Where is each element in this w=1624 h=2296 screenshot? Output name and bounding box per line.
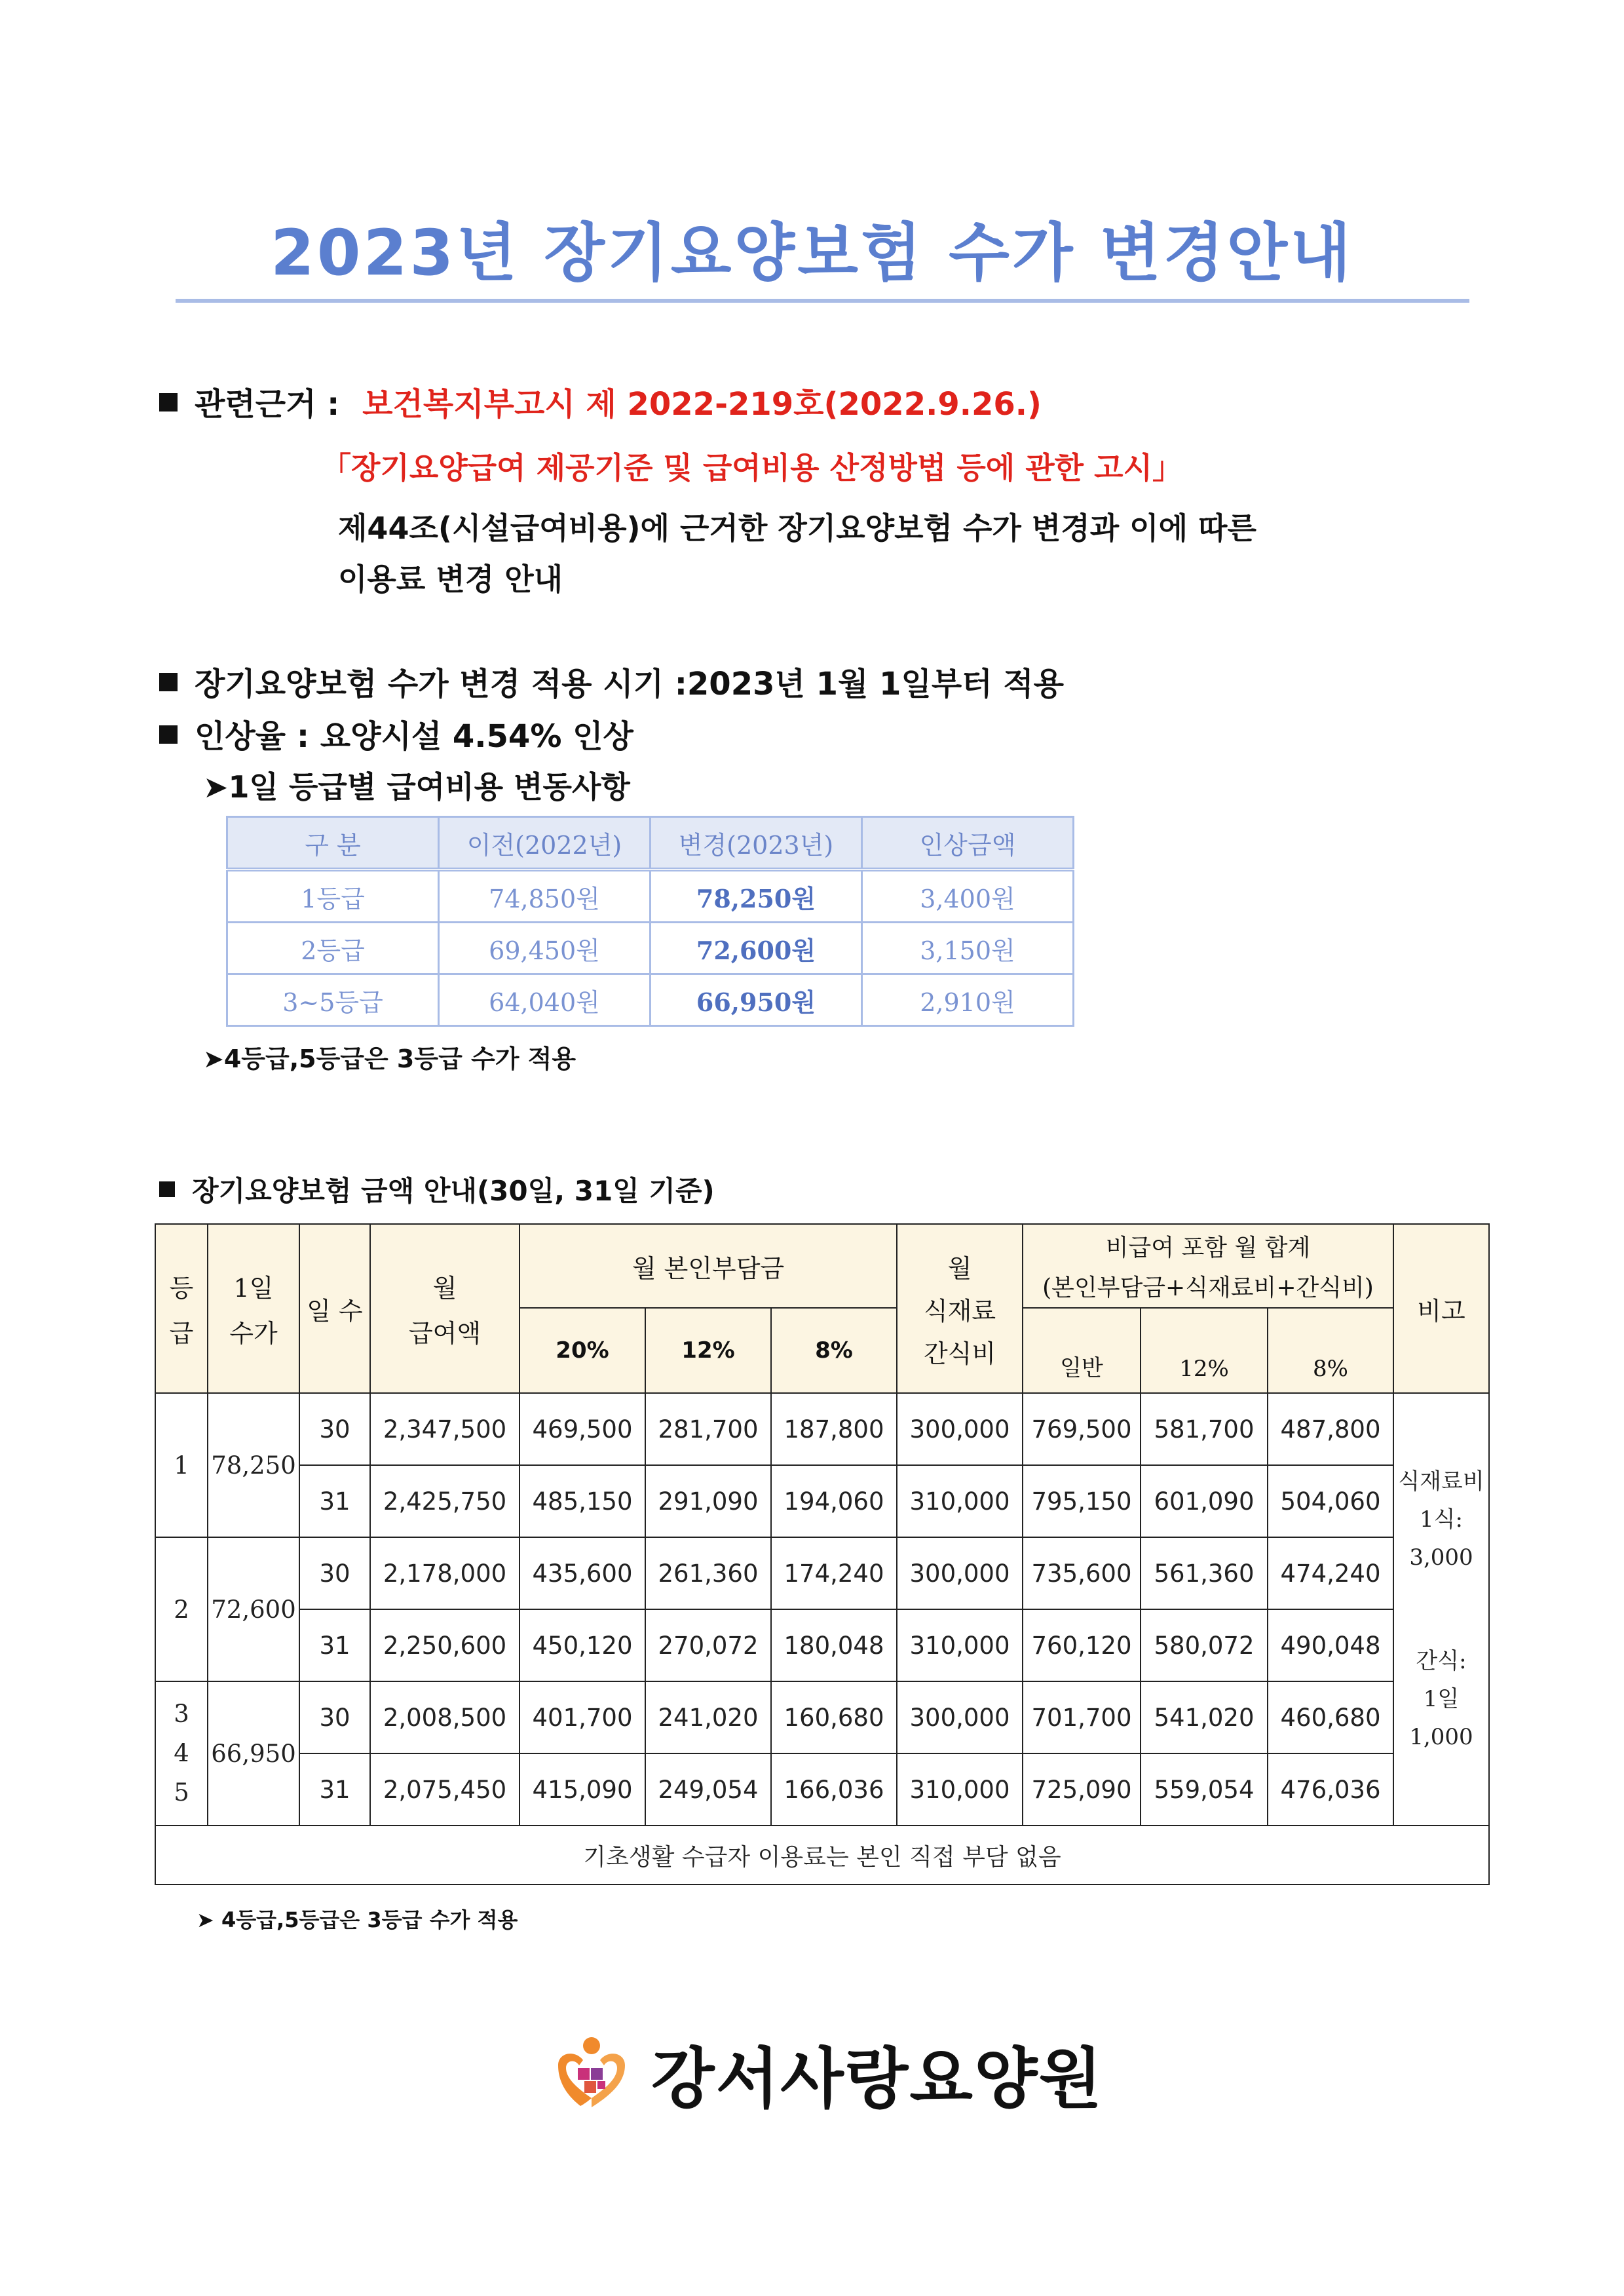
amount-heading: 장기요양보험 금액 안내(30일, 31일 기준) bbox=[192, 1175, 715, 1207]
cell: 769,500 bbox=[1023, 1393, 1141, 1465]
rate-header-cell: 변경(2023년) bbox=[651, 817, 862, 870]
header-daily-price: 1일 수가 bbox=[208, 1224, 299, 1393]
cell: 401,700 bbox=[519, 1681, 645, 1753]
cell: 561,360 bbox=[1141, 1537, 1268, 1609]
basis-notice-title: 「장기요양급여 제공기준 및 급여비용 산정방법 등에 관한 고시」 bbox=[321, 450, 1183, 486]
rate-cell: 64,040원 bbox=[439, 974, 651, 1026]
rate-table-row bbox=[227, 870, 1074, 923]
logo-text: 강서사랑요양원 bbox=[651, 2040, 1104, 2117]
daily-price-cell: 66,950 bbox=[208, 1681, 299, 1826]
grade-cell: 1 bbox=[155, 1393, 208, 1537]
header-copay-col: 20% bbox=[519, 1308, 645, 1393]
title-divider bbox=[176, 299, 1469, 303]
cell: 2,347,500 bbox=[370, 1393, 519, 1465]
cell: 174,240 bbox=[771, 1537, 897, 1609]
cell: 760,120 bbox=[1023, 1609, 1141, 1681]
amount-table bbox=[155, 1223, 1490, 1885]
cell: 281,700 bbox=[645, 1393, 771, 1465]
basis-desc-line2: 이용료 변경 안내 bbox=[338, 562, 563, 597]
cell: 2,250,600 bbox=[370, 1609, 519, 1681]
rate-header-cell: 구 분 bbox=[227, 817, 439, 870]
table-row bbox=[155, 1537, 1489, 1609]
header-total: 비급여 포함 월 합계 (본인부담금+식재료비+간식비) bbox=[1023, 1224, 1393, 1308]
table-footer: 기초생활 수급자 이용료는 본인 직접 부담 없음 bbox=[155, 1826, 1489, 1885]
cell: 476,036 bbox=[1268, 1753, 1393, 1826]
cell: 490,048 bbox=[1268, 1609, 1393, 1681]
header-grade: 등 급 bbox=[155, 1224, 208, 1393]
table-row bbox=[155, 1681, 1489, 1753]
cell: 241,020 bbox=[645, 1681, 771, 1753]
rate-cell: 2,910원 bbox=[862, 974, 1074, 1026]
cell: 261,360 bbox=[645, 1537, 771, 1609]
rate-cell: 3~5등급 bbox=[227, 974, 439, 1026]
heart-logo-icon bbox=[549, 2034, 634, 2113]
rate-header-cell: 인상금액 bbox=[862, 817, 1074, 870]
header-remark: 비고 bbox=[1393, 1224, 1489, 1393]
cell: 474,240 bbox=[1268, 1537, 1393, 1609]
cell: 469,500 bbox=[519, 1393, 645, 1465]
org-logo bbox=[549, 2034, 1104, 2117]
cell: 2,178,000 bbox=[370, 1537, 519, 1609]
cell: 415,090 bbox=[519, 1753, 645, 1826]
grade-cell: 2 bbox=[155, 1537, 208, 1681]
cell: 487,800 bbox=[1268, 1393, 1393, 1465]
header-total-col: 8% bbox=[1268, 1308, 1393, 1393]
rate-cell: 66,950원 bbox=[651, 974, 862, 1026]
remark-cell: 식재료비 1식: 3,000 간식: 1일 1,000 bbox=[1393, 1393, 1489, 1826]
cell: 460,680 bbox=[1268, 1681, 1393, 1753]
basis-notice: 보건복지부고시 제 2022-219호(2022.9.26.) bbox=[362, 386, 1042, 423]
cell: 30 bbox=[299, 1537, 370, 1609]
cell: 601,090 bbox=[1141, 1465, 1268, 1537]
rate-cell: 2등급 bbox=[227, 923, 439, 974]
cell: 2,425,750 bbox=[370, 1465, 519, 1537]
daily-price-cell: 78,250 bbox=[208, 1393, 299, 1537]
cell: 194,060 bbox=[771, 1465, 897, 1537]
cell: 450,120 bbox=[519, 1609, 645, 1681]
header-copay: 월 본인부담금 bbox=[519, 1224, 897, 1308]
basis-line bbox=[159, 379, 1042, 424]
cell: 310,000 bbox=[897, 1753, 1023, 1826]
cell: 30 bbox=[299, 1393, 370, 1465]
grade-cell: 3 4 5 bbox=[155, 1681, 208, 1826]
rate-cell: 3,150원 bbox=[862, 923, 1074, 974]
cell: 701,700 bbox=[1023, 1681, 1141, 1753]
cell: 270,072 bbox=[645, 1609, 771, 1681]
header-days: 일 수 bbox=[299, 1224, 370, 1393]
daily-rate-table bbox=[226, 816, 1074, 1027]
bullet-square-icon bbox=[159, 725, 178, 744]
cell: 300,000 bbox=[897, 1537, 1023, 1609]
rate-cell: 78,250원 bbox=[651, 870, 862, 923]
bullet-square-icon bbox=[159, 393, 178, 411]
cell: 310,000 bbox=[897, 1609, 1023, 1681]
cell: 435,600 bbox=[519, 1537, 645, 1609]
cell: 559,054 bbox=[1141, 1753, 1268, 1826]
header-food: 월 식재료 간식비 bbox=[897, 1224, 1023, 1393]
header-total-col: 일반 bbox=[1023, 1308, 1141, 1393]
cell: 31 bbox=[299, 1465, 370, 1537]
amount-heading-line bbox=[159, 1170, 715, 1209]
header-copay-col: 12% bbox=[645, 1308, 771, 1393]
apply-date-text: 장기요양보험 수가 변경 적용 시기 :2023년 1월 1일부터 적용 bbox=[195, 666, 1065, 702]
table-row bbox=[155, 1753, 1489, 1826]
cell: 180,048 bbox=[771, 1609, 897, 1681]
cell: 735,600 bbox=[1023, 1537, 1141, 1609]
apply-date-line bbox=[159, 659, 1064, 704]
rate-cell: 3,400원 bbox=[862, 870, 1074, 923]
rate-cell: 72,600원 bbox=[651, 923, 862, 974]
cell: 160,680 bbox=[771, 1681, 897, 1753]
cell: 795,150 bbox=[1023, 1465, 1141, 1537]
rate-text: 인상율 : 요양시설 4.54% 인상 bbox=[195, 718, 633, 755]
cell: 291,090 bbox=[645, 1465, 771, 1537]
cell: 581,700 bbox=[1141, 1393, 1268, 1465]
cell: 2,075,450 bbox=[370, 1753, 519, 1826]
rate-cell: 69,450원 bbox=[439, 923, 651, 974]
amount-note: ➤ 4등급,5등급은 3등급 수가 적용 bbox=[197, 1907, 518, 1932]
cell: 300,000 bbox=[897, 1393, 1023, 1465]
rate-line bbox=[159, 711, 633, 756]
header-monthly-benefit: 월 급여액 bbox=[370, 1224, 519, 1393]
page-title: 2023년 장기요양보험 수가 변경안내 bbox=[270, 216, 1354, 290]
cell: 30 bbox=[299, 1681, 370, 1753]
cell: 31 bbox=[299, 1753, 370, 1826]
cell: 310,000 bbox=[897, 1465, 1023, 1537]
daily-heading: ➤1일 등급별 급여비용 변동사항 bbox=[203, 769, 630, 805]
cell: 249,054 bbox=[645, 1753, 771, 1826]
cell: 580,072 bbox=[1141, 1609, 1268, 1681]
table-footer-row bbox=[155, 1826, 1489, 1885]
cell: 187,800 bbox=[771, 1393, 897, 1465]
bullet-square-icon bbox=[159, 1181, 175, 1197]
cell: 300,000 bbox=[897, 1681, 1023, 1753]
rate-cell: 1등급 bbox=[227, 870, 439, 923]
basis-desc-line1: 제44조(시설급여비용)에 근거한 장기요양보험 수가 변경과 이에 따른 bbox=[338, 510, 1256, 546]
cell: 504,060 bbox=[1268, 1465, 1393, 1537]
header-total-col: 12% bbox=[1141, 1308, 1268, 1393]
bullet-square-icon bbox=[159, 673, 178, 691]
cell: 725,090 bbox=[1023, 1753, 1141, 1826]
cell: 485,150 bbox=[519, 1465, 645, 1537]
cell: 166,036 bbox=[771, 1753, 897, 1826]
basis-label: 관련근거 : bbox=[195, 386, 340, 423]
cell: 541,020 bbox=[1141, 1681, 1268, 1753]
rate-note: ➤4등급,5등급은 3등급 수가 적용 bbox=[203, 1044, 576, 1073]
cell: 2,008,500 bbox=[370, 1681, 519, 1753]
rate-table-row bbox=[227, 923, 1074, 974]
table-row bbox=[155, 1465, 1489, 1537]
daily-price-cell: 72,600 bbox=[208, 1537, 299, 1681]
rate-cell: 74,850원 bbox=[439, 870, 651, 923]
rate-header-cell: 이전(2022년) bbox=[439, 817, 651, 870]
cell: 31 bbox=[299, 1609, 370, 1681]
rate-table-row bbox=[227, 974, 1074, 1026]
header-copay-col: 8% bbox=[771, 1308, 897, 1393]
table-row bbox=[155, 1609, 1489, 1681]
table-row bbox=[155, 1393, 1489, 1465]
rate-table-header bbox=[227, 817, 1074, 870]
